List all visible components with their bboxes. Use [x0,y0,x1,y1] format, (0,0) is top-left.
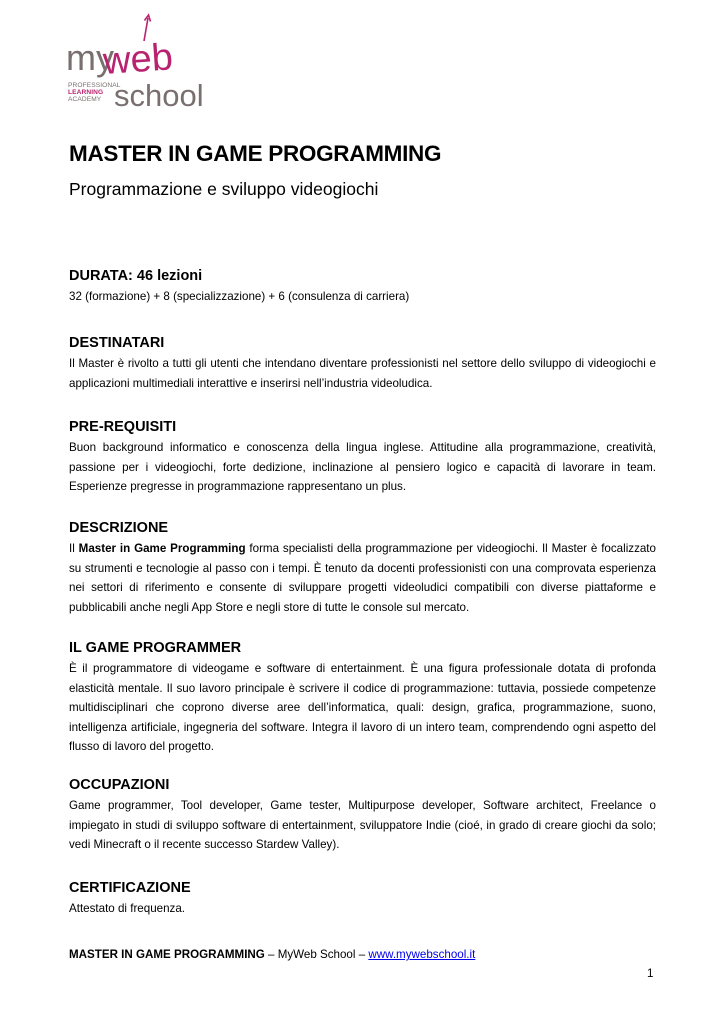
logo-tagline-line: ACADEMY [68,96,102,104]
section-occupazioni [69,777,656,855]
logo-web: web [101,36,175,83]
master-name-bold: Master in Game Programming [78,542,246,555]
document-title: MASTER IN GAME PROGRAMMING [69,141,442,166]
section-prerequisiti [69,419,656,497]
page-footer [69,948,475,961]
logo-tagline-line: LEARNING [68,89,104,97]
section-heading: IL GAME PROGRAMMER [69,640,242,656]
footer-title: MASTER IN GAME PROGRAMMING [69,948,265,961]
section-body: È il programmatore di videogame e software di entertainment. È una figura professionale dotata di profonda elasticità mentale. Il suo lavoro principale è scrivere il codice di programmazione: tuttavia, possiede competenze multidisciplinari che coprono diverse aree dell’informatica, quali: design, grafica, programmazione, suono, intelligenza artificiale, ingegneria del software. Integra il lavoro di un intero team, comprendendo ogni aspetto del flusso di lavoro del progetto. [69,662,656,754]
footer-separator: – [355,948,369,961]
section-heading: PRE-REQUISITI [69,419,177,435]
section-body: 32 (formazione) + 8 (specializzazione) + 6 (consulenza di carriera) [69,290,410,303]
footer-separator: – [264,948,278,961]
logo-my: my [66,37,114,78]
section-game-programmer [69,640,656,757]
footer-school: MyWeb School [277,948,356,961]
footer-website-link[interactable]: www.mywebschool.it [368,948,476,961]
section-heading: DURATA: 46 lezioni [69,268,203,284]
section-heading: DESCRIZIONE [69,520,169,536]
section-descrizione [69,520,656,617]
section-body: Il Master è rivolto a tutti gli utenti che intendano diventare professionisti nel settore dello sviluppo di videogiochi e applicazioni multimediali interattive e inserirsi nell’industria videoludica. [69,357,656,390]
section-heading: DESTINATARI [69,335,165,351]
section-body: Attestato di frequenza. [69,902,186,915]
section-destinatari [69,335,656,393]
body-text: Il [69,542,79,555]
section-certificazione [69,880,656,919]
page-number: 1 [647,967,654,980]
section-heading: OCCUPAZIONI [69,777,170,793]
section-heading: CERTIFICAZIONE [69,880,191,896]
logo-school: school [114,78,204,113]
document-subtitle: Programmazione e sviluppo videogiochi [69,179,379,199]
logo-tagline-line: PROFESSIONAL [68,82,121,89]
section-body: Game programmer, Tool developer, Game tester, Multipurpose developer, Software architect, Freelance o impiegato in studi di sviluppo software di entertainment, sviluppatore Indie (cioé, in grado di creare giochi da solo; vedi Minecraft o il recente successo Stardew Valley). [69,799,656,852]
section-body [69,539,656,617]
logo-tagline [68,82,128,104]
body-text: forma specialisti della programmazione per videogiochi. Il Master è focalizzato su strumenti e tecnologie al passo con i tempi. È tenuto da docenti professionisti con una comprovata esperienza nei settori di riferimento e consente di sviluppare progetti videoludici compatibili con diverse piattaforme e pubblicabili anche negli App Store e negli store di tutte le console sul mercato. [69,542,656,614]
section-body: Buon background informatico e conoscenza della lingua inglese. Attitudine alla programmazione, creatività, passione per i videogiochi, forte dedizione, inclinazione al pensiero logico e capacità di lavorare in team. Esperienze pregresse in programmazione rappresentano un plus. [69,441,656,494]
mywebschool-logo [66,14,204,113]
section-durata [69,268,656,307]
